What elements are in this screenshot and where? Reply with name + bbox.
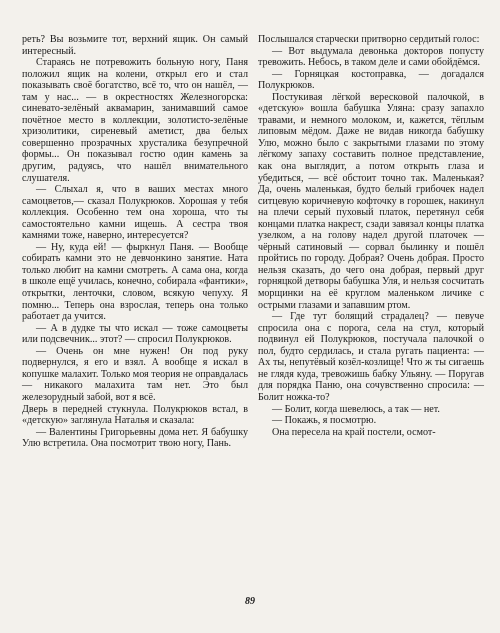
right-text-column (258, 34, 484, 438)
paragraph: — Ну, куда ей! — фыркнул Паня. — Вообще собирать камни это не девчонкино занятие. Ната только любит на камни смотреть. А сама она, когда в школе ещё училась, конечно, собирала «фантики», открытки, ленточки, словом, всякую чепуху. Я помню... Теперь она взрослая, теперь она только работает да учится. (22, 241, 248, 323)
left-text-column (22, 34, 248, 450)
paragraph: — Слыхал я, что в ваших местах много самоцветов,— сказал Полукрюков. Хорошая у тебя коллекция. Особенно тем она хороша, что ты самостоятельно камни ищешь. А сестра твоя камнями тоже, наверно, интересуется? (22, 184, 248, 242)
paragraph: Послышался старчески притворно сердитый голос: (258, 34, 480, 45)
paragraph: — Вот выдумала девонька докторов попусту тревожить. Небось, в таком деле и сами обойдёмся. (258, 45, 484, 69)
paragraph: Стараясь не потревожить больную ногу, Паня положил ящик на колени, открыл его и стал показывать своё богатство, всё то, что он нашёл, — там у нас... — в окрестностях Железногорска: синевато-зелёный аквамарин, занимавший самое почётное место в коллекции, золотисто-зелёные хризолитики, сиреневый аметист, два белых совершенно прозрачных хрусталика безупречной формы... Он показывал гостю один камень за другим, радуясь, что нашёл внимательного слушателя. (22, 57, 248, 184)
paragraph: — Валентины Григорьевны дома нет. Я бабушку Улю встретила. Она посмотрит твою ногу, Пань. (22, 426, 248, 450)
page-number: 89 (245, 596, 255, 607)
paragraph: — А в дудке ты что искал — тоже самоцветы или подсвечник... этот? — спросил Полукрюков. (22, 322, 248, 346)
paragraph: Дверь в передней стукнула. Полукрюков встал, в «детскую» заглянула Наталья и сказала: (22, 403, 248, 427)
paragraph: Постукивая лёгкой вересковой палочкой, в «детскую» вошла бабушка Уляна: сразу запахло травами, и немного молоком, и, кажется, тёплым липовым мёдом. Даже не видав никогда бабушку Улю, можно было с закрытыми глазами по этому лёгкому запаху составить полное представление, как она выглядит, а потом открыть глаза и убедиться, — всё обстоит точно так. Маленькая? Да, очень маленькая, будто белый грибочек надел ситцевую коричневую кофточку в горошек, накинул на плечи серый пуховый платок, перетянул себя концами платка накрест, сзади завязал концы платка узелком, а на голову надел другой платочек — чёрный сатиновый — сорвал былинку и пошёл пройтись по городу. Добрая? Очень добрая. Просто нельзя сказать, до чего она добрая, первый друг горняцкой детворы бабушка Уля, и нельзя сосчитать морщинки на её круглом маленьком личике с острыми глазами и запавшим ртом. (258, 91, 484, 311)
paragraph: — Очень он мне нужен! Он под руку подвернулся, я его и взял. А вообще я искал в копушке малахит. Только моя теория не оправдалась — никакого малахита там нет. Это был железорудный забой, вот я всё. (22, 345, 248, 403)
paragraph: реть? Вы возьмите тот, верхний ящик. Он самый интересный. (22, 34, 248, 57)
paragraph: — Болит, когда шевелюсь, а так — нет. (272, 403, 440, 415)
paragraph: — Где тут болящий страдалец? — певуче спросила она с порога, села на стул, который подвинул ей Полукрюков, постучала палочкой о пол, будто сердилась, и стала ругать пациента: — Ах ты, непутёвый козёл-козлище! Что ж ты сигаешь не глядя куда, тревожишь бабку Ульяну. — Поругав для порядка Паню, она сочувственно спросила: — Болит ножка-то? (258, 311, 484, 403)
paragraph: — Горняцкая костоправка, — догадался Полукрюков. (258, 68, 484, 92)
paragraph: — Покажь, я посмотрю. (272, 415, 377, 427)
paragraph: Она пересела на край постели, осмот- (272, 426, 436, 438)
